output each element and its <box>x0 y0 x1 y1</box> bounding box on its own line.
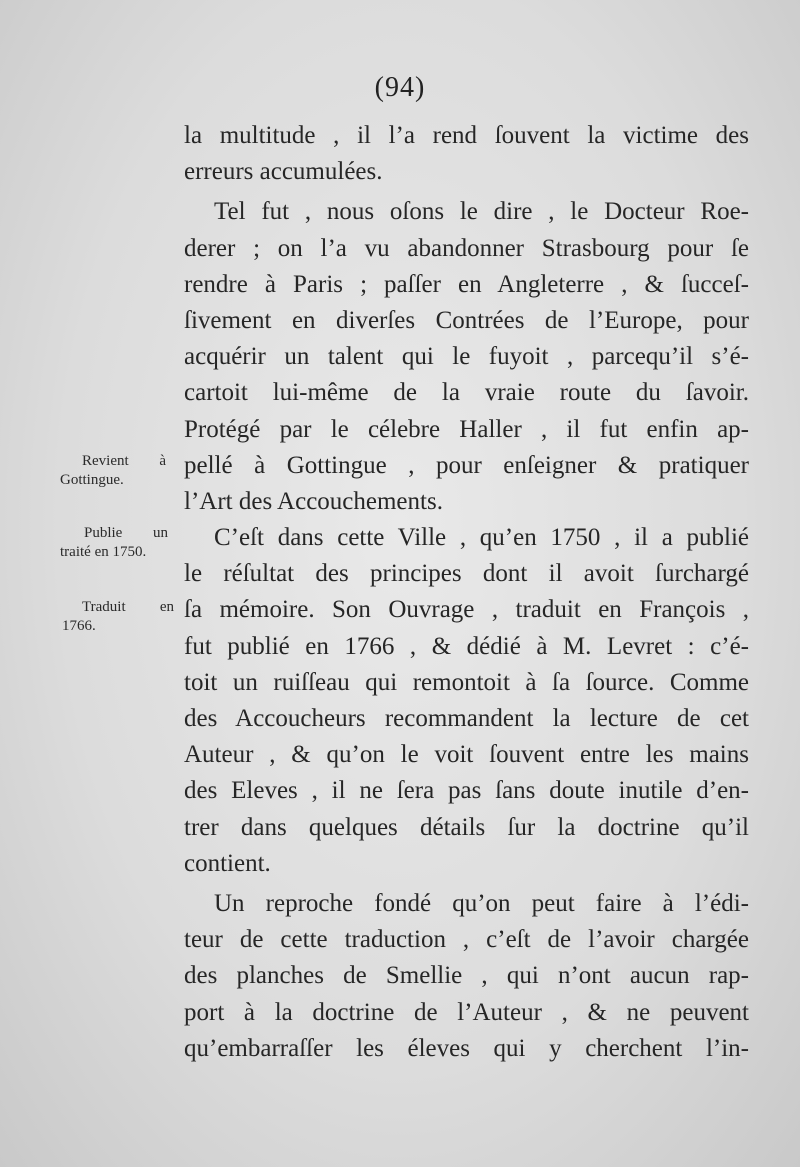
margin-note-line: traité en 1750. <box>60 544 147 560</box>
text-line: port à la doctrine de l’Auteur , & ne peuvent <box>184 998 749 1026</box>
text-line: rendre à Paris ; paſſer en Angleterre , & ſucceſ- <box>184 270 749 298</box>
text-line: Un reproche fondé qu’on peut faire à l’édi- <box>214 889 749 917</box>
text-line: Tel fut , nous oſons le dire , le Docteur Roe- <box>214 198 749 226</box>
text-line: toit un ruiſſeau qui remontoit à ſa ſource. Comme <box>184 668 749 696</box>
body-text <box>184 118 749 1067</box>
text-line: cartoit lui-même de la vraie route du ſavoir. <box>184 379 749 407</box>
text-line: contient. <box>184 849 271 877</box>
text-line: la multitude , il l’a rend ſouvent la victime des <box>184 122 749 149</box>
margin-note-line: 1766. <box>62 618 96 634</box>
text-line: derer ; on l’a vu abandonner Strasbourg pour ſe <box>184 234 749 262</box>
text-line: le réſultat des principes dont il avoit ſurchargé <box>184 560 749 588</box>
margin-note-line: Traduit en <box>82 599 174 615</box>
margin-note <box>60 524 168 562</box>
text-line: trer dans quelques détails ſur la doctrine qu’il <box>184 813 749 841</box>
margin-note <box>62 598 174 636</box>
text-line: C’eſt dans cette Ville , qu’en 1750 , il a publié <box>214 524 749 552</box>
text-line: erreurs accumulées. <box>184 158 383 186</box>
page-number: (94) <box>374 72 426 103</box>
text-line: des planches de Smellie , qui n’ont aucun rap- <box>184 962 749 990</box>
text-line: des Accoucheurs recommandent la lecture de cet <box>184 705 749 732</box>
text-line: l’Art des Accouchements. <box>184 487 443 515</box>
margin-note-line: Publie un <box>84 525 168 541</box>
text-line: Protégé par le célebre Haller , il fut enfin ap- <box>184 415 749 443</box>
text-line: qu’embarraſſer les éleves qui y cherchent l’in- <box>184 1034 749 1062</box>
text-line: des Eleves , il ne ſera pas ſans doute inutile d’en- <box>184 777 749 805</box>
text-line: Auteur , & qu’on le voit ſouvent entre les mains <box>184 741 749 769</box>
margin-note <box>60 452 166 490</box>
text-line: ſa mémoire. Son Ouvrage , traduit en François , <box>184 596 749 624</box>
text-line: teur de cette traduction , c’eſt de l’avoir chargée <box>184 926 749 954</box>
margin-note-line: Gottingue. <box>60 472 124 488</box>
text-line: acquérir un talent qui le fuyoit , parcequ’il s’é- <box>184 343 749 371</box>
text-line: ſivement en diverſes Contrées de l’Europe, pour <box>184 306 749 334</box>
margin-note-line: Revient à <box>82 453 166 469</box>
text-line: pellé à Gottingue , pour enſeigner & pratiquer <box>184 451 749 479</box>
text-line: fut publié en 1766 , & dédié à M. Levret : c’é- <box>184 632 749 660</box>
